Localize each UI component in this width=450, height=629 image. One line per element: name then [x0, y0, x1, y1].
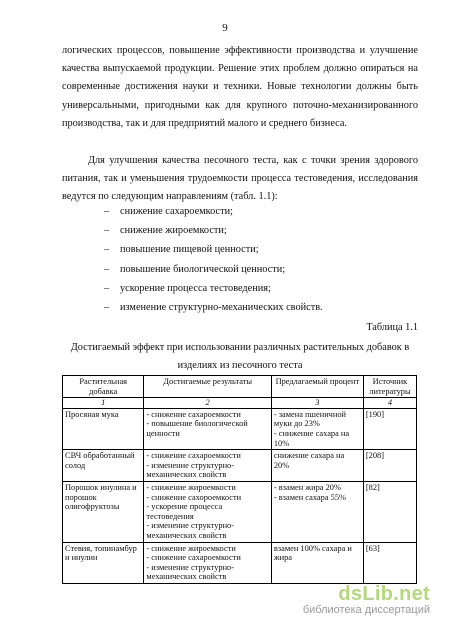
paragraph-directions: Для улучшения качества песочного теста, как с точки зрения здорового питания, так и уменьшения трудоемкости процесса тестоведения, исследования ведутся по следующим направлениям (табл. 1.1): — [62, 155, 418, 203]
list-item: – изменение структурно-механических свойств. — [104, 302, 323, 314]
table-header-row — [63, 376, 417, 398]
column-number: 4 — [363, 398, 416, 409]
cell-percent: взамен 100% сахара и жира — [271, 542, 363, 583]
cell-percent: - замена пшеничной муки до 23% - снижение сахара на 10% — [271, 408, 363, 449]
list-item: – ускорение процесса тестоведения; — [104, 282, 271, 294]
table-header: Достигаемые результаты — [144, 376, 271, 398]
column-number: 3 — [271, 398, 363, 409]
column-number: 2 — [144, 398, 271, 409]
cell-source: [82] — [363, 481, 416, 542]
table-row — [63, 542, 417, 583]
cell-percent: - взамен жира 20% - взамен сахара 55% — [271, 481, 363, 542]
table-title: Достигаемый эффект при использовании различных растительных добавок в изделиях из песочного теста — [70, 342, 410, 371]
list-item: – снижение сахароемкости; — [104, 206, 233, 217]
paragraph-intro: логических процессов, повышение эффективности производства и улучшение качества выпускаемой продукции. Решение этих проблем должно опираться на современные достижения науки и техники. Новые технологии должны быть универсальными, пригодными как для крупного поточно-механизированного производства, так и для предприятий малого и среднего бизнеса. — [62, 45, 418, 129]
watermark-subtitle: библиотека диссертаций — [302, 604, 430, 616]
table-number-row — [63, 398, 417, 409]
table-header: Растительная добавка — [63, 376, 144, 398]
table-label: Таблица 1.1 — [366, 322, 418, 333]
watermark-logo: dsLib.net — [338, 583, 430, 605]
additives-table — [62, 375, 417, 584]
list-item: – снижение жироемкости; — [104, 225, 227, 237]
table-row — [63, 408, 417, 449]
page-number: 9 — [222, 22, 228, 34]
watermark — [303, 583, 430, 616]
cell-results: - снижение жироемкости - снижение сахороемкости - ускорение процесса тестоведения - изменение структурно-механических свойств — [144, 481, 271, 542]
cell-additive: СВЧ обработанный солод — [63, 450, 144, 482]
table-header: Предлагаемый процент — [271, 376, 363, 398]
cell-additive: Порошок инулина и порошок олигофруктозы — [63, 481, 144, 542]
cell-results: - снижение сахароемкости - изменение структурно-механических свойств — [144, 450, 271, 482]
column-number: 1 — [63, 398, 144, 409]
directions-list — [104, 202, 323, 317]
cell-source: [208] — [363, 450, 416, 482]
cell-additive: Просяная мука — [63, 408, 144, 449]
cell-percent: снижение сахара на 20% — [271, 450, 363, 482]
cell-results: - снижение жироемкости - снижение сахароемкости - изменение структурно-механических свойств — [144, 542, 271, 583]
table-row — [63, 450, 417, 482]
list-item: – повышение пищевой ценности; — [104, 244, 259, 256]
cell-source: [190] — [363, 408, 416, 449]
list-item: – повышение биологической ценности; — [104, 263, 286, 275]
cell-source: [63] — [363, 542, 416, 583]
cell-additive: Стевия, топинамбур и инулин — [63, 542, 144, 583]
table-row — [63, 481, 417, 542]
cell-results: - снижение сахароемкости - повышение биологической ценности — [144, 408, 271, 449]
table-header: Источник литературы — [363, 376, 416, 398]
